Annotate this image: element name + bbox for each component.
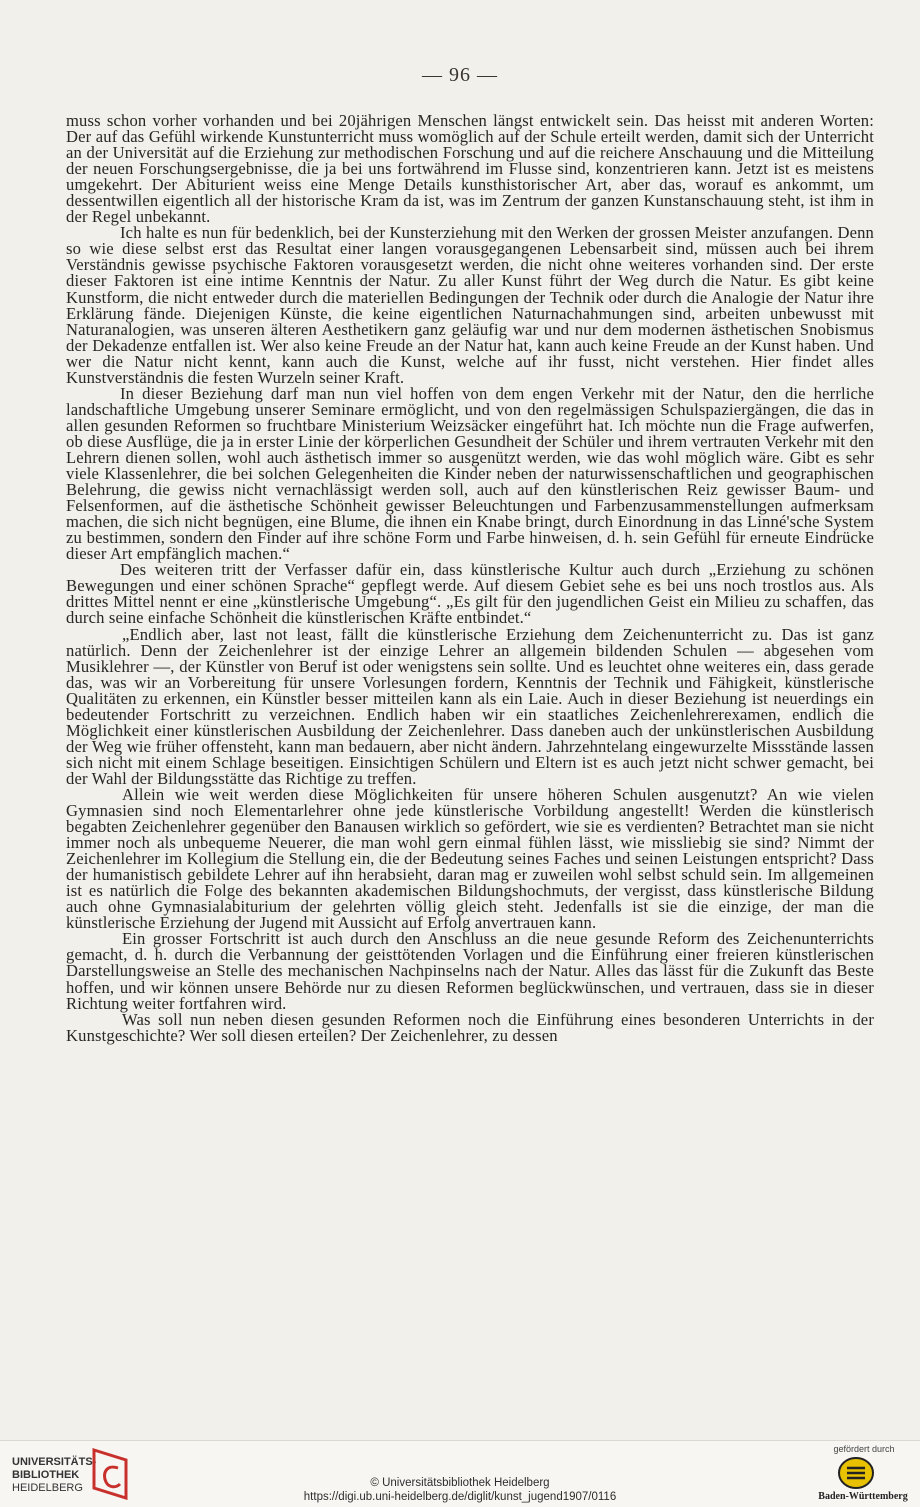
source-url-link[interactable]: https://digi.ub.uni-heidelberg.de/diglit/kunst_jugend1907/0116 bbox=[303, 1491, 617, 1503]
paragraph-3: In dieser Beziehung darf man nun viel hoffen von dem engen Verkehr mit der Natur, den die herrliche landschaftliche Umgebung unserer Seminare ermöglicht, und von den regelmässigen Schulspaziergängen, die das in allen gesunden Reformen so fruchtbare Ministerium Weizsäcker eingeführt hat. Ich möchte nun die Frage aufwerfen, ob diese Ausflüge, die ja in erster Linie der körperlichen Gesundheit der Schüler und ihrem vertrauten Verkehr mit den Lehrern dienen sollen, wohl auch ästhetisch immer so ausgenützt werden, wie das wohl möglich wäre. Gibt es sehr viele Klassenlehrer, die bei solchen Gelegenheiten die Kinder neben der naturwissenschaftlichen und geographischen Belehrung, die gewiss nicht vernachlässigt werden soll, auch auf den künstlerischen Reiz gewisser Baum- und Felsenformen, auf die ästhetische Schönheit gewisser Beleuchtungen und Farbenzusammenstellungen aufmerksam machen, die sich nicht begnügen, eine Blume, die ihnen ein Knabe bringt, durch Einordnung in das Linné'sche System zu bestimmen, sondern den Finder auf ihre schöne Form und Farbe hinweisen, d. h. sein Gefühl für erneute Eindrücke dieser Art empfänglich machen.“ bbox=[66, 383, 874, 564]
copyright-text: © Universitätsbibliothek Heidelberg bbox=[370, 1477, 550, 1489]
paragraph-2: Ich halte es nun für bedenklich, bei der Kunsterziehung mit den Werken der grossen Meister anzufangen. Denn so wie diese selbst erst das Resultat einer langen vorausgegangenen Lebensarbeit sind, müssen auch bei ihrem Verständnis gewisse psychische Faktoren vorausgesetzt werden, die nicht ohne weiteres vorhanden sind. Der erste dieser Faktoren ist eine intime Kenntnis der Natur. Zu aller Kunst führt der Weg durch die Natur. Es gibt keine Kunstform, die nicht entweder durch die materiellen Bedingungen der Technik oder durch die Analogie der Natur ihre Erklärung fände. Diejenigen Künste, die keine eigentlichen Naturnachahmungen sind, arbeiten unbewusst mit Naturanalogien, was unseren älteren Aesthetikern ganz geläufig war und nur dem modernen ästhetischen Snobismus der Dekadenze entfallen ist. Wer also keine Freude an der Natur hat, kann auch keine Freude an der Kunst haben. Und wer die Natur nicht kennt, kann auch die Kunst, welche auf ihr fusst, nicht verstehen. Hier findet alles Kunstverständnis die festen Wurzeln seiner Kraft. bbox=[66, 223, 874, 387]
paragraph-1: muss schon vorher vorhanden und bei 20jährigen Menschen längst entwickelt sein. Das heisst mit anderen Worten: Der auf das Gefühl wirkende Kunstunterricht muss womöglich auf der Schule erteilt werden, damit sich der Unterricht an der Universität auf die Erziehung zur methodischen Forschung und auf die reichere Anschauung und die Mitteilung der neuen Forschungsergebnisse, die ja bei uns fortwährend im Flusse sind, konzentrieren kann. Jetzt ist es meistens umgekehrt. Der Abiturient weiss eine Menge Details kunsthistorischer Art, aber das, worauf es ankommt, um dessentwillen eigentlich all der historische Kram da ist, was im Zentrum der ganzen Kunstanschauung steht, ist ihm in der Regel unbekannt. bbox=[66, 111, 874, 227]
library-name-line-2: BIBLIOTHEK bbox=[12, 1469, 80, 1481]
sponsor-name: Baden-Württemberg bbox=[818, 1491, 908, 1502]
baden-wuerttemberg-emblem-icon[interactable] bbox=[836, 1456, 876, 1490]
sponsor-label: gefördert durch bbox=[833, 1444, 895, 1454]
paragraph-6: Allein wie weit werden diese Möglichkeiten für unsere höheren Schulen ausgenutzt? An wie vielen Gymnasien sind noch Elementarlehrer ohne jede künstlerische Vorbildung angestellt! Werden die künstlerisch begabten Zeichenlehrer gegenüber den Banausen wirklich so gefördert, wie sie es verdienten? Betrachtet man sie nicht immer noch als unbequeme Neuerer, die man wohl gern einmal fühlen lässt, wie missliebig sie sind? Nimmt der Zeichenlehrer im Kollegium die Stellung ein, die der Bedeutung seines Faches und seinen Leistungen entspricht? Dass der humanistisch gebildete Lehrer auf ihn herabsieht, daran mag er zuweilen wohl selbst schuld sein. Im allgemeinen ist es natürlich die Folge des bekannten akademischen Bildungshochmuts, der vergisst, dass künstlerische Bildung auch ohne Gymnasialabiturium der gelehrten völlig gleich steht. Jedenfalls ist sie die einzige, der man die künstlerische Erziehung der Jugend mit Aussicht auf Erfolg anvertrauen kann. bbox=[66, 784, 874, 933]
paragraph-4: Des weiteren tritt der Verfasser dafür ein, dass künstlerische Kultur auch durch „Erziehung zu schönen Bewegungen und einer schönen Sprache“ gepflegt werde. Auf diesem Gebiet sehe es bei uns noch trostlos aus. Als drittes Mittel nennt er eine „künstlerische Umgebung“. „Es gilt für den jugendlichen Geist ein Milieu zu schaffen, das durch seine einfache Schönheit die künstlerischen Kräfte entbindet.“ bbox=[66, 560, 874, 628]
paragraph-8: Was soll nun neben diesen gesunden Reformen noch die Einführung eines besonderen Unterrichts in der Kunstgeschichte? Wer soll diesen erteilen? Der Zeichenlehrer, zu dessen bbox=[66, 1009, 874, 1045]
library-name-line-3: HEIDELBERG bbox=[12, 1482, 83, 1494]
body-text bbox=[66, 113, 874, 1044]
paragraph-7: Ein grosser Fortschritt ist auch durch den Anschluss an die neue gesunde Reform des Zeichenunterrichts gemacht, d. h. durch die Verbannung der geisttötenden Vorlagen und die Einführung einer freieren künstlerischen Darstellungsweise an Stelle des mechanischen Nachpinselns nach der Natur. Alles das lässt für die Zukunft das Beste hoffen, und wir können unsere Behörde nur zu diesen Reformen beglückwünschen, und vertrauen, dass sie in dieser Richtung weiter fortfahren wird. bbox=[66, 929, 874, 1013]
page-number: — 96 — bbox=[422, 64, 498, 86]
library-name-line-1: UNIVERSITÄTS- bbox=[12, 1456, 97, 1468]
library-logo-text[interactable] bbox=[12, 1456, 96, 1495]
paragraph-5: „Endlich aber, last not least, fällt die künstlerische Erziehung dem Zeichenunterricht zu. Das ist ganz natürlich. Denn der Zeichenlehrer ist der einzige Lehrer an allgemein bildenden Schulen — abgesehen vom Musiklehrer —, der Künstler von Beruf ist oder wenigstens sein sollte. Und es leuchtet ohne weiteres ein, dass gerade das, was wir an Vorbereitung für unsere Vorlesungen fordern, Kenntnis der Technik und Fähigkeit, künstlerische Qualitäten zu erkennen, ein Künstler besser mitteilen kann als ein Laie. Auch in dieser Beziehung ist neuerdings ein bedeutender Fortschritt zu verzeichnen. Endlich haben wir ein staatliches Zeichenlehrerexamen, endlich die Möglichkeit einer künstlerischen Ausbildung der Zeichenlehrer. Dass daneben auch der unkünstlerischen Ausbildung der Weg wie früher offensteht, kann man bedauern, aber nicht ändern. Jahrzehntelang eingewurzelte Missstände lassen sich nicht mit einem Schlage beseitigen. Einsichtigen Schülern und Eltern ist es auch jetzt nicht schwer gemacht, bei der Wahl der Bildungsstätte das Richtige zu treffen. bbox=[66, 624, 874, 788]
